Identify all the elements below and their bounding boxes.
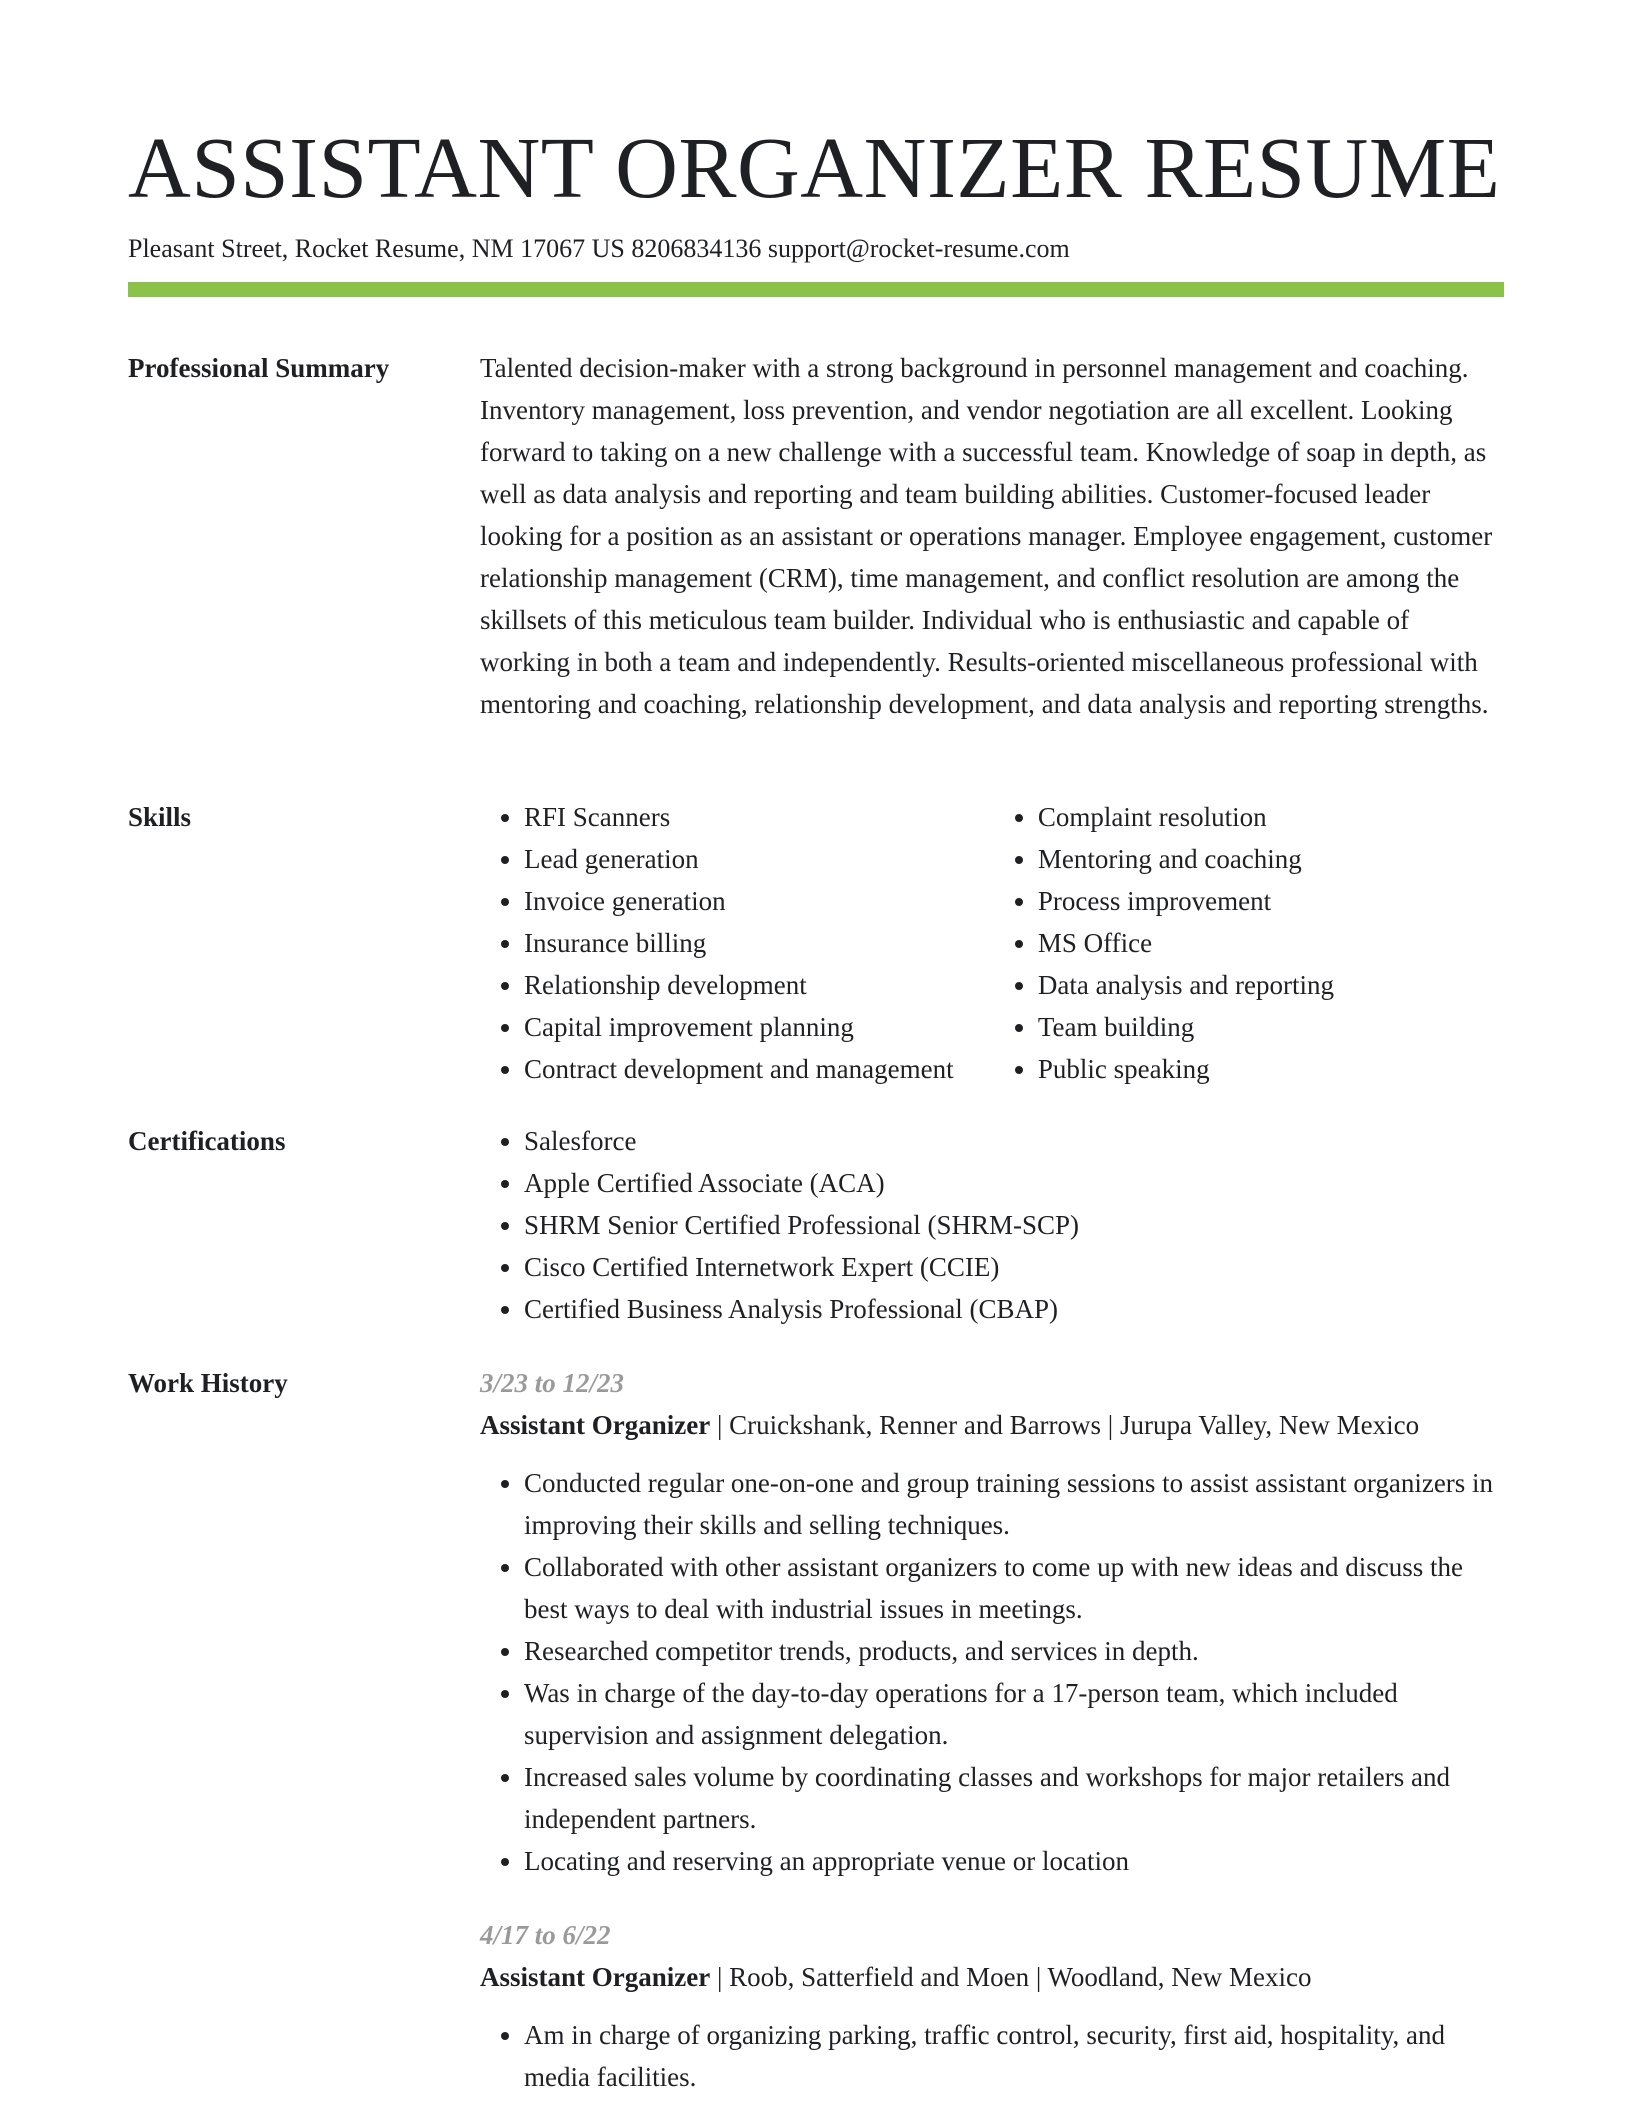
list-item: • Complaint resolution (1038, 796, 1504, 838)
list-item: • Salesforce (524, 1120, 1504, 1162)
job-bullets (480, 1462, 1504, 1882)
job-title: Assistant Organizer (480, 1410, 711, 1440)
job-bullets (480, 2014, 1504, 2098)
list-item: • MS Office (1038, 922, 1504, 964)
list-item: • Conducted regular one-on-one and group training sessions to assist assistant organizers in improving their skills and selling techniques. (524, 1462, 1504, 1546)
list-item: • Contract development and management (524, 1048, 994, 1090)
list-item: • Capital improvement planning (524, 1006, 994, 1048)
work-history-body (480, 1362, 1504, 2098)
list-item: • Researched competitor trends, products, and services in depth. (524, 1630, 1504, 1672)
skills-list-column-1 (480, 796, 994, 1090)
job-heading (480, 1956, 1504, 1998)
job-dates: 4/17 to 6/22 (480, 1920, 611, 1950)
header-divider (128, 282, 1504, 297)
certifications-body (480, 1120, 1504, 1330)
skills-list-column-2 (994, 796, 1504, 1090)
list-item: • Increased sales volume by coordinating classes and workshops for major retailers and independent partners. (524, 1756, 1504, 1840)
list-item: • Apple Certified Associate (ACA) (524, 1162, 1504, 1204)
list-item: • Locating and reserving an appropriate venue or location (524, 1840, 1504, 1882)
job-entry (480, 1914, 1504, 2098)
certifications-list (480, 1120, 1504, 1330)
summary-text: Talented decision-maker with a strong background in personnel management and coaching. Inventory management, loss prevention, and vendor negotiation are all excellent. Looking forward to taking on a new challenge with a successful team. Knowledge of soap in depth, as well as data analysis and reporting and team building abilities. Customer-focused leader looking for a position as an assistant or operations manager. Employee engagement, customer relationship management (CRM), time management, and conflict resolution are among the skillsets of this meticulous team builder. Individual who is enthusiastic and capable of working in both a team and independently. Results-oriented miscellaneous professional with mentoring and coaching, relationship development, and data analysis and reporting strengths. (480, 353, 1493, 719)
list-item: • SHRM Senior Certified Professional (SHRM-SCP) (524, 1204, 1504, 1246)
list-item: • Process improvement (1038, 880, 1504, 922)
list-item: • Mentoring and coaching (1038, 838, 1504, 880)
resume-title: ASSISTANT ORGANIZER RESUME (128, 119, 1501, 216)
summary-body (480, 347, 1504, 725)
list-item: • Invoice generation (524, 880, 994, 922)
list-item: • Team building (1038, 1006, 1504, 1048)
work-history-label: Work History (128, 1368, 288, 1398)
job-details: | Roob, Satterfield and Moen | Woodland, New Mexico (710, 1962, 1312, 1992)
job-dates: 3/23 to 12/23 (480, 1368, 625, 1398)
job-heading (480, 1404, 1504, 1446)
resume-header (128, 118, 1504, 297)
list-item: • RFI Scanners (524, 796, 994, 838)
list-item: • Public speaking (1038, 1048, 1504, 1090)
list-item: • Relationship development (524, 964, 994, 1006)
list-item: • Was in charge of the day-to-day operations for a 17-person team, which included supervision and assignment delegation. (524, 1672, 1504, 1756)
list-item: • Insurance billing (524, 922, 994, 964)
list-item: • Certified Business Analysis Professional (CBAP) (524, 1288, 1504, 1330)
certifications-label: Certifications (128, 1126, 286, 1156)
list-item: • Collaborated with other assistant organizers to come up with new ideas and discuss the best ways to deal with industrial issues in meetings. (524, 1546, 1504, 1630)
job-title: Assistant Organizer (480, 1962, 711, 1992)
list-item: • Am in charge of organizing parking, traffic control, security, first aid, hospitality, and media facilities. (524, 2014, 1504, 2098)
contact-info: Pleasant Street, Rocket Resume, NM 17067 US 8206834136 support@rocket-resume.com (128, 234, 1070, 263)
list-item: • Data analysis and reporting (1038, 964, 1504, 1006)
job-entry (480, 1362, 1504, 1882)
skills-label: Skills (128, 802, 192, 832)
list-item: • Lead generation (524, 838, 994, 880)
skills-body (480, 796, 1504, 1090)
list-item: • Cisco Certified Internetwork Expert (CCIE) (524, 1246, 1504, 1288)
summary-label: Professional Summary (128, 353, 390, 383)
job-details: | Cruickshank, Renner and Barrows | Jurupa Valley, New Mexico (710, 1410, 1420, 1440)
